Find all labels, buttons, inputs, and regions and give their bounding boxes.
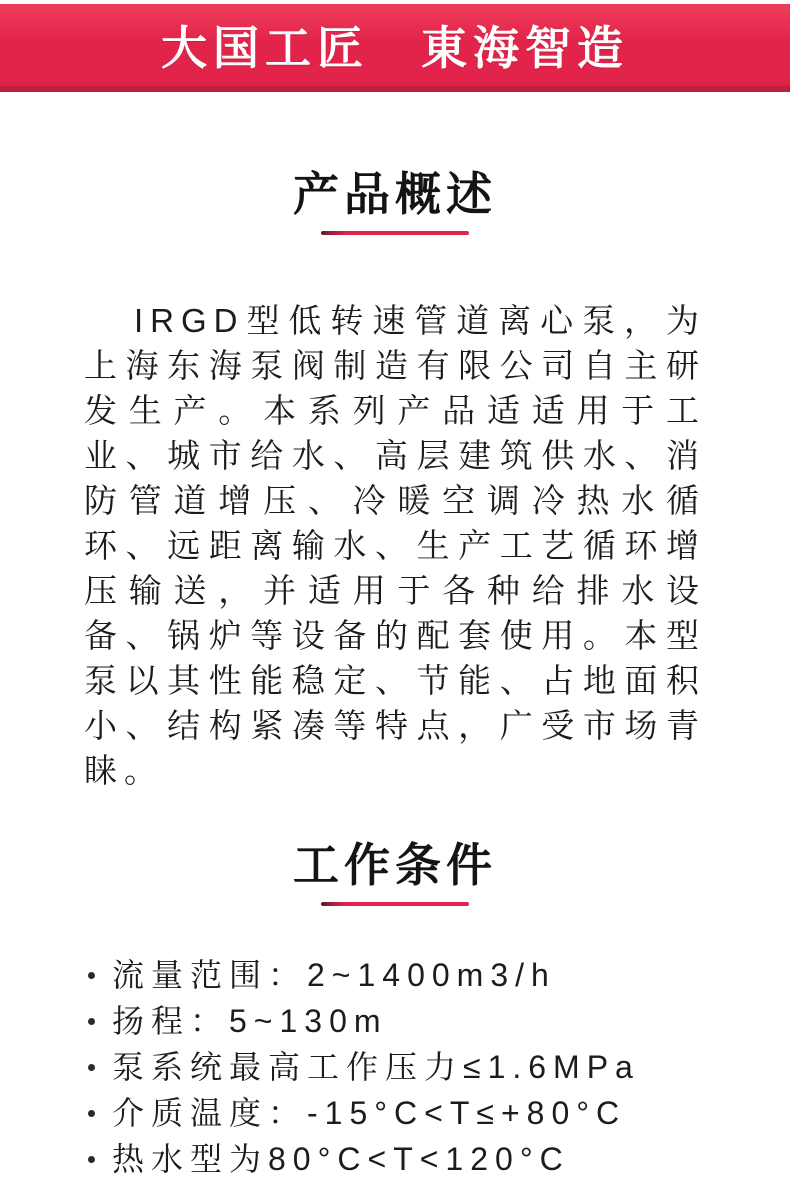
conditions-title-underline (321, 902, 469, 906)
overview-title-underline (321, 231, 469, 235)
list-item-text: 流量范围：2~1400m3/h (112, 957, 556, 993)
list-item-text: 泵系统最高工作压力≤1.6MPa (112, 1049, 640, 1085)
header-banner (0, 4, 790, 92)
list-item-text: 热水型为80°C<T<120°C (112, 1141, 570, 1177)
overview-title: 产品概述 (293, 168, 497, 220)
conditions-title: 工作条件 (293, 839, 497, 891)
bullet-icon (88, 1018, 95, 1025)
banner-title: 大国工匠 東海智造 (161, 22, 629, 74)
conditions-list (0, 952, 790, 1182)
list-item (86, 1090, 750, 1136)
list-item (86, 1044, 750, 1090)
page (0, 4, 790, 1177)
bullet-icon (88, 1110, 95, 1117)
list-item (86, 998, 750, 1044)
overview-paragraph: IRGD型低转速管道离心泵，为上海东海泵阀制造有限公司自主研发生产。本系列产品适适用于工业、城市给水、高层建筑供水、消防管道增压、冷暖空调冷热水循环、远距离输水、生产工艺循环增压输送，并适用于各种给排水设备、锅炉等设备的配套使用。本型泵以其性能稳定、节能、占地面积小、结构紧凑等特点，广受市场青睐。 (84, 302, 706, 789)
overview-section (0, 168, 790, 793)
bullet-icon (88, 1064, 95, 1071)
bullet-icon (88, 1156, 95, 1163)
bullet-icon (88, 972, 95, 979)
conditions-section (0, 839, 790, 1182)
list-item-text: 介质温度：-15°C<T≤+80°C (112, 1095, 627, 1131)
list-item (86, 1136, 750, 1182)
list-item (86, 952, 750, 998)
list-item-text: 扬程：5~130m (112, 1003, 388, 1039)
